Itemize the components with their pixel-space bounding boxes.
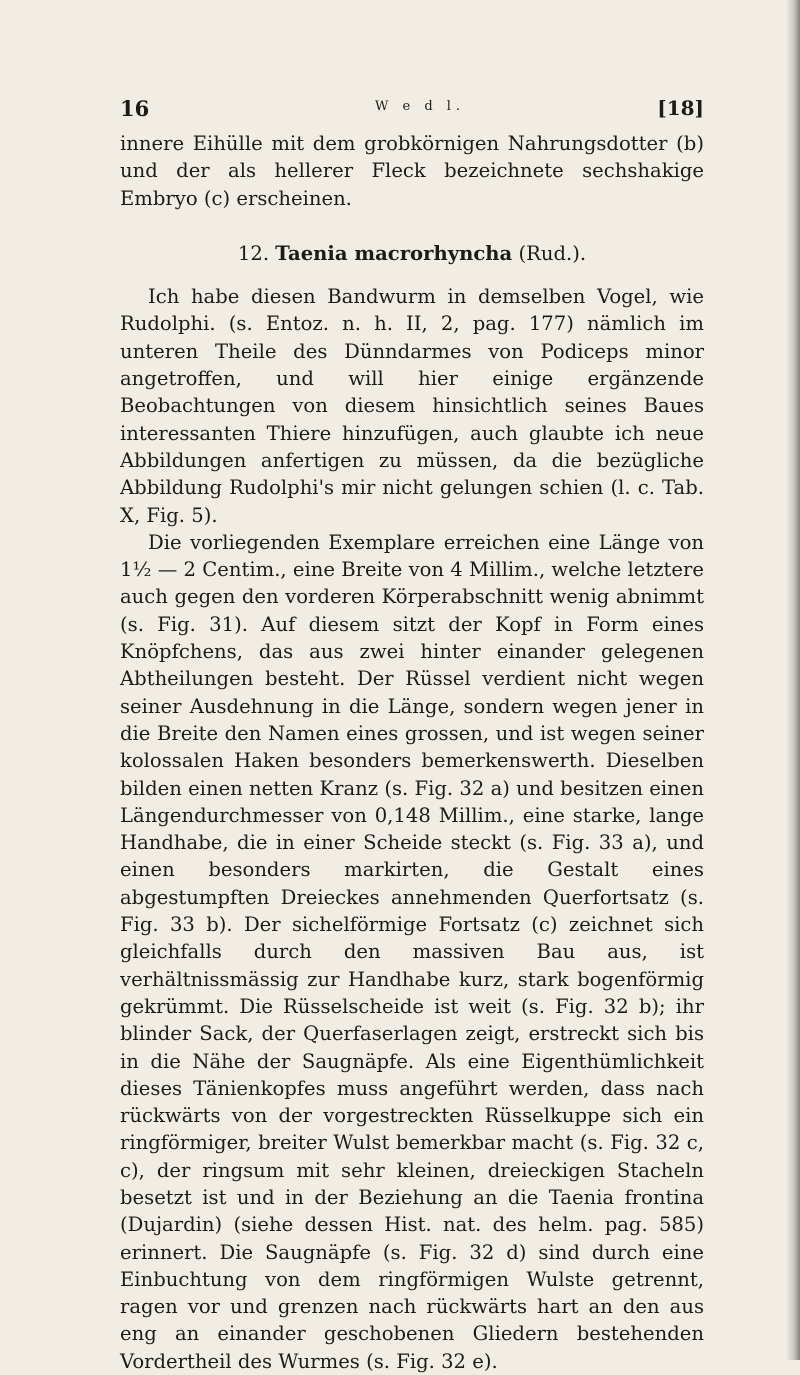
- body-text: [120, 130, 704, 1375]
- heading-title: Taenia macrorhyncha: [275, 241, 513, 265]
- section-heading: [120, 240, 704, 267]
- heading-author: (Rud.).: [518, 241, 587, 265]
- heading-number: 12.: [237, 241, 270, 265]
- page-edge-shadow: [786, 0, 800, 1360]
- section-number: [18]: [657, 96, 704, 120]
- page-header: [120, 96, 704, 126]
- running-head: W e d l.: [375, 99, 466, 114]
- paragraph-continuation: innere Eihülle mit dem grobkörnigen Nahrungsdotter (b) und der als hellerer Fleck bezeichnete sechshakige Embryo (c) erscheinen.: [120, 132, 704, 210]
- paragraph-description: Die vorliegenden Exemplare erreichen eine Länge von 1½ — 2 Centim., eine Breite von 4 Millim., welche letztere auch gegen den vorderen Körperabschnitt wenig abnimmt (s. Fig. 31). Auf diesem sitzt der Kopf in Form eines Knöpfchens, das aus zwei hinter einander gelegenen Abtheilungen besteht. Der Rüssel verdient nicht wegen seiner Ausdehnung in die Länge, sondern wegen jener in die Breite den Namen eines grossen, und ist wegen seiner kolossalen Haken besonders bemerkenswerth. Dieselben bilden einen netten Kranz (s. Fig. 32 a) und besitzen einen Längendurchmesser von 0,148 Millim., eine starke, lange Handhabe, die in einer Scheide steckt (s. Fig. 33 a), und einen besonders markirten, die Gestalt eines abgestumpften Dreieckes annehmenden Querfortsatz (s. Fig. 33 b). Der sichelförmige Fortsatz (c) zeichnet sich gleichfalls durch den massiven Bau aus, ist verhältnissmässig zur Handhabe kurz, stark bogenförmig gekrümmt. Die Rüsselscheide ist weit (s. Fig. 32 b); ihr blinder Sack, der Querfaserlagen zeigt, erstreckt sich bis in die Nähe der Saugnäpfe. Als eine Eigenthümlichkeit dieses Tänienkopfes muss angeführt werden, dass nach rückwärts von der vorgestreckten Rüsselkuppe sich ein ringförmiger, breiter Wulst bemerkbar macht (s. Fig. 32 c, c), der ringsum mit sehr kleinen, dreieckigen Stacheln besetzt ist und in der Beziehung an die Taenia frontina (Dujardin) (siehe dessen Hist. nat. des helm. pag. 585) erinnert. Die Saugnäpfe (s. Fig. 32 d) sind durch eine Einbuchtung von dem ringförmigen Wulste getrennt, ragen vor und grenzen nach rückwärts hart an den aus eng an einander geschobenen Gliedern bestehenden Vordertheil des Wurmes (s. Fig. 32 e).: [120, 530, 704, 1373]
- page-number: 16: [120, 96, 150, 121]
- paragraph-intro: Ich habe diesen Bandwurm in demselben Vogel, wie Rudolphi. (s. Entoz. n. h. II, 2, pag. 177) nämlich im unteren Theile des Dünndarmes von Podiceps minor angetroffen, und will hier einige ergänzende Beobachtungen von diesem hinsichtlich seines Baues interessanten Thiere hinzufügen, auch glaubte ich neue Abbildungen anfertigen zu müssen, da die bezügliche Abbildung Rudolphi's mir nicht gelungen schien (l. c. Tab. X, Fig. 5).: [120, 285, 704, 527]
